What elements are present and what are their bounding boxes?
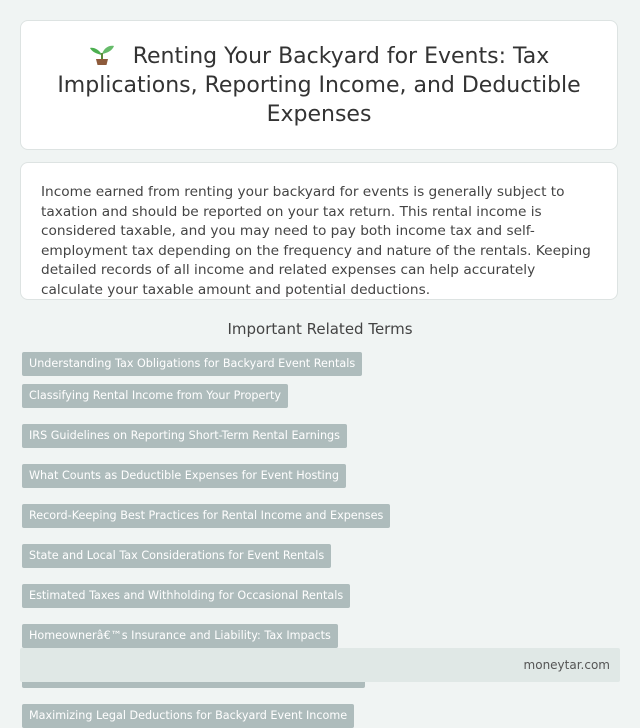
term-tag[interactable]: Classifying Rental Income from Your Property	[22, 384, 288, 408]
footer-site-link[interactable]: moneytar.com	[523, 658, 610, 672]
term-tag[interactable]: Homeownerâ€™s Insurance and Liability: Tax Impacts	[22, 624, 338, 648]
term-tag[interactable]: Estimated Taxes and Withholding for Occasional Rentals	[22, 584, 350, 608]
intro-text: Income earned from renting your backyard for events is generally subject to taxation and should be reported on your tax return. This rental income is considered taxable, and you may need to pay both income tax and self-employment tax depending on the frequency and nature of the rentals. Keeping detailed records of all income and related expenses can help accurately calculate your taxable amount and potential deductions.	[41, 184, 591, 298]
term-tag[interactable]: Record-Keeping Best Practices for Rental Income and Expenses	[22, 504, 390, 528]
term-tag[interactable]: State and Local Tax Considerations for Event Rentals	[22, 544, 331, 568]
page-title-text: Renting Your Backyard for Events: Tax Implications, Reporting Income, and Deductible Expenses	[57, 43, 581, 127]
term-tag[interactable]: Understanding Tax Obligations for Backyard Event Rentals	[22, 352, 362, 376]
term-tag[interactable]: IRS Guidelines on Reporting Short-Term Rental Earnings	[22, 424, 347, 448]
intro-card	[20, 162, 618, 300]
sprout-icon	[89, 43, 115, 65]
footer	[20, 648, 620, 682]
term-tag[interactable]: Maximizing Legal Deductions for Backyard Event Income	[22, 704, 354, 728]
page-title	[21, 42, 617, 129]
title-card	[20, 20, 618, 150]
term-tag[interactable]: What Counts as Deductible Expenses for Event Hosting	[22, 464, 346, 488]
related-terms-heading: Important Related Terms	[227, 320, 413, 338]
